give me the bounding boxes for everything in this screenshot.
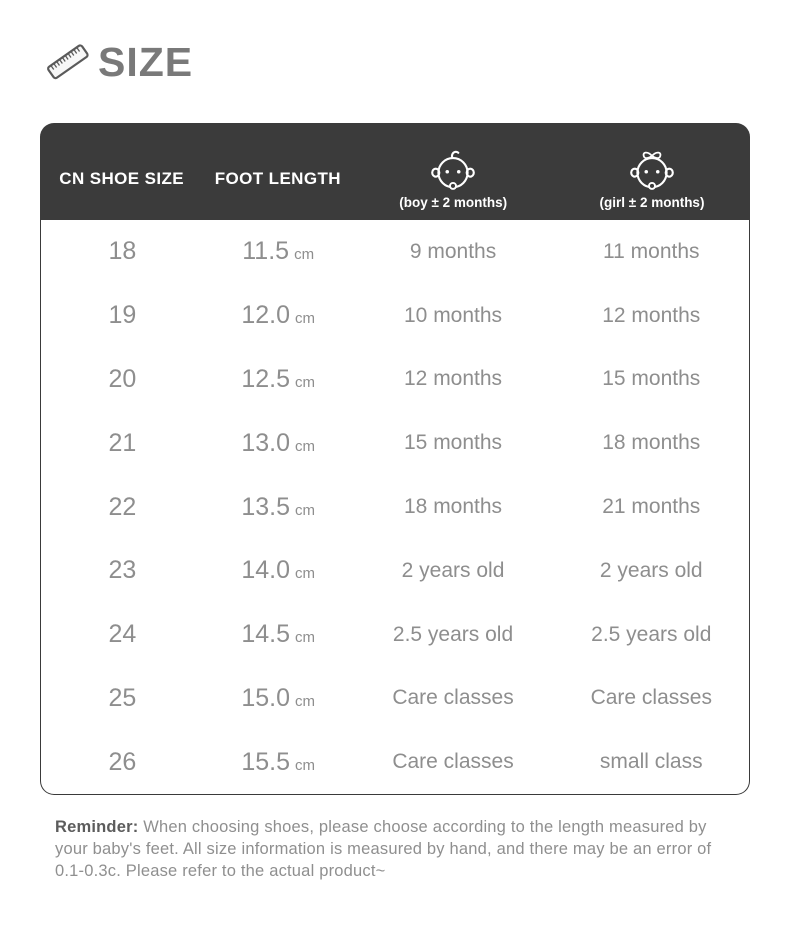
- unit-label: cm: [295, 437, 315, 455]
- girl-age-cell: 21 months: [602, 495, 701, 519]
- unit-label: cm: [295, 629, 315, 647]
- size-table-body: [40, 220, 750, 795]
- unit-label: cm: [294, 246, 315, 264]
- foot-length-cell: 12.0 cm: [241, 301, 315, 330]
- girl-age-cell: 2.5 years old: [591, 622, 712, 646]
- girl-age-cell: 15 months: [602, 367, 701, 391]
- shoe-size-cell: 21: [108, 428, 137, 457]
- reminder-label: Reminder:: [55, 818, 139, 836]
- boy-age-cell: 12 months: [404, 367, 503, 391]
- shoe-size-cell: 22: [108, 492, 137, 521]
- unit-label: cm: [295, 373, 315, 391]
- boy-age-cell: 10 months: [404, 303, 503, 327]
- foot-length-cell: 14.5 cm: [241, 620, 315, 649]
- table-row: [41, 348, 749, 412]
- shoe-size-cell: 18: [108, 237, 137, 266]
- shoe-size-cell: 25: [108, 683, 137, 712]
- reminder-note: [55, 816, 740, 882]
- unit-label: cm: [295, 310, 315, 328]
- page-title: SIZE: [98, 38, 194, 85]
- foot-length-cell: 11.5 cm: [242, 237, 315, 266]
- shoe-size-cell: 20: [108, 364, 137, 393]
- unit-label: cm: [295, 756, 315, 774]
- boy-age-cell: 2.5 years old: [392, 622, 514, 646]
- shoe-size-cell: 19: [108, 301, 137, 330]
- shoe-size-header-label: CN SHOE SIZE: [59, 168, 185, 188]
- table-row: [41, 539, 749, 603]
- foot-length-cell: 12.5 cm: [241, 364, 315, 393]
- ruler-icon: [46, 40, 90, 84]
- girl-age-cell: Care classes: [590, 686, 712, 710]
- girl-age-cell: 11 months: [603, 239, 700, 263]
- table-row: [41, 475, 749, 539]
- boy-age-cell: Care classes: [392, 686, 514, 710]
- foot-length-cell: 13.5 cm: [241, 492, 315, 521]
- boy-age-cell: 2 years old: [401, 558, 505, 582]
- reminder-text: When choosing shoes, please choose according to the length measured by your baby's feet. All size information is measured by hand, and there may be an error of 0.1-0.3c. Please refer to the actual product~: [55, 818, 712, 880]
- header-col-shoe-size: [40, 123, 203, 220]
- header-col-boy: [352, 123, 554, 220]
- boy-header-label: (boy ± 2 months): [399, 195, 508, 210]
- table-row: [41, 603, 749, 667]
- unit-label: cm: [295, 501, 315, 519]
- baby-girl-icon: [629, 149, 675, 191]
- foot-length-cell: 15.0 cm: [241, 683, 315, 712]
- unit-label: cm: [295, 692, 315, 710]
- foot-length-cell: 14.0 cm: [241, 556, 315, 585]
- header-col-foot-length: [203, 123, 352, 220]
- baby-boy-icon: [430, 149, 476, 191]
- table-row: [41, 220, 749, 284]
- girl-age-cell: 18 months: [602, 431, 701, 455]
- shoe-size-cell: 23: [108, 556, 137, 585]
- shoe-size-cell: 26: [108, 747, 137, 776]
- girl-header-label: (girl ± 2 months): [599, 195, 705, 210]
- unit-label: cm: [295, 565, 315, 583]
- girl-age-cell: 12 months: [602, 303, 701, 327]
- boy-age-cell: 9 months: [409, 239, 497, 263]
- page-header: [46, 40, 193, 84]
- table-row: [41, 667, 749, 731]
- table-row: [41, 284, 749, 348]
- foot-length-header-label: FOOT LENGTH: [214, 168, 341, 188]
- size-table-header: [40, 123, 750, 220]
- size-table: [40, 123, 750, 795]
- table-row: [41, 730, 749, 794]
- foot-length-cell: 13.0 cm: [241, 428, 315, 457]
- table-row: [41, 411, 749, 475]
- girl-age-cell: 2 years old: [599, 558, 703, 582]
- foot-length-cell: 15.5 cm: [241, 747, 315, 776]
- girl-age-cell: small class: [599, 750, 703, 774]
- shoe-size-cell: 24: [108, 620, 137, 649]
- boy-age-cell: Care classes: [392, 750, 514, 774]
- boy-age-cell: 18 months: [404, 495, 503, 519]
- boy-age-cell: 15 months: [404, 431, 503, 455]
- header-col-girl: [554, 123, 750, 220]
